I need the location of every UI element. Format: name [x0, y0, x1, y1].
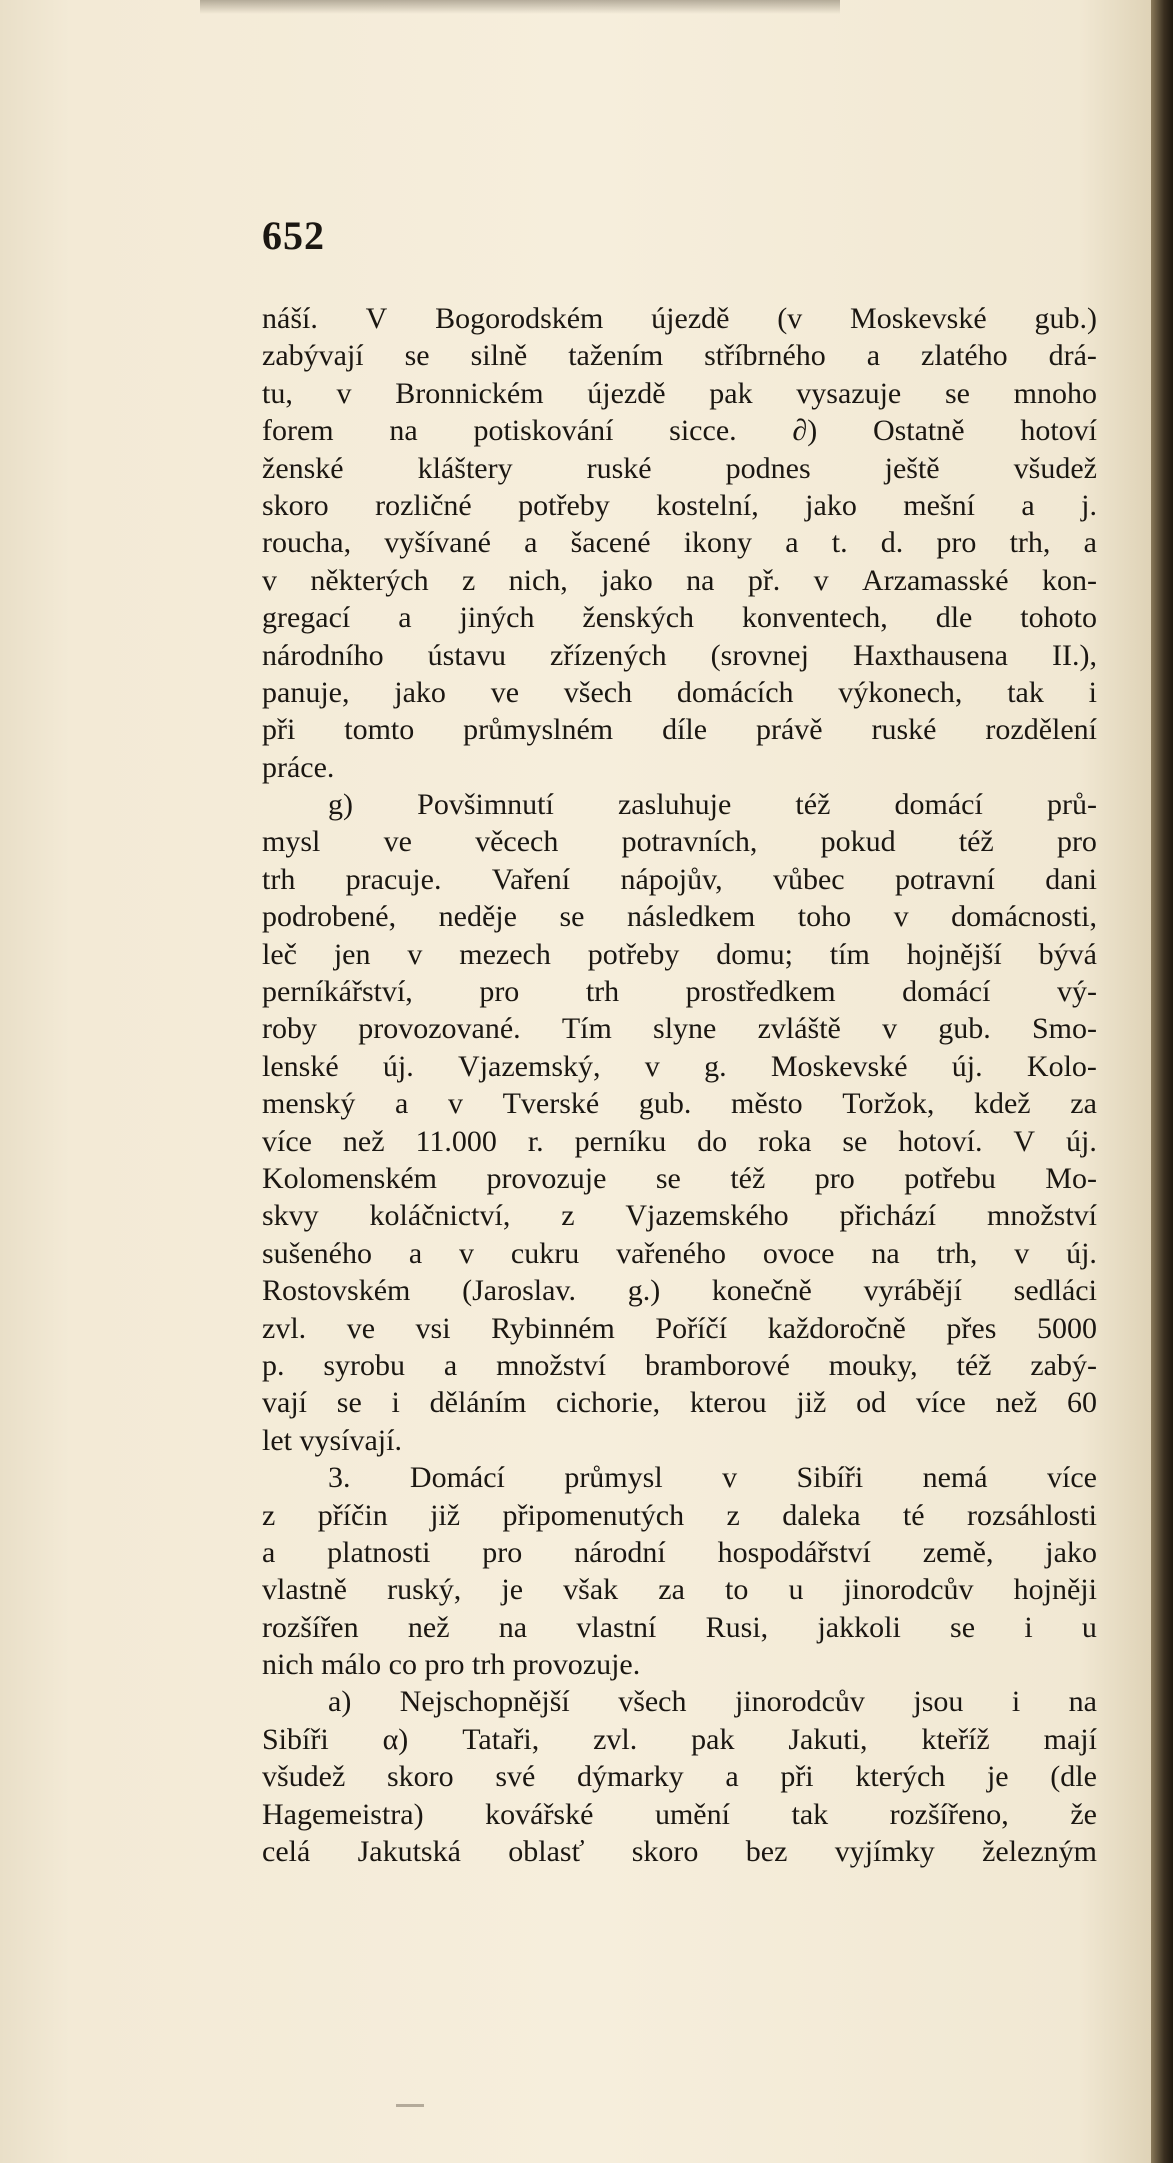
text-line: a) Nejschopnější všech jinorodcův jsou i na [328, 1685, 1097, 1719]
text-line: let vysívají. [262, 1423, 402, 1457]
page-number: 652 [262, 213, 325, 258]
text-line: při tomto průmyslném díle právě ruské rozdělení [262, 713, 1097, 747]
text-line: roby provozované. Tím slyne zvláště v gub. Smo- [262, 1012, 1097, 1046]
text-line: ženské kláštery ruské podnes ještě všudež [262, 451, 1097, 485]
text-line: zvl. ve vsi Rybinném Poříčí každoročně přes 5000 [262, 1311, 1097, 1345]
text-line: forem na potiskování sicce. ∂) Ostatně hotoví [262, 414, 1097, 448]
text-line: 3. Domácí průmysl v Sibíři nemá více [328, 1461, 1097, 1495]
text-line: rozšířen než na vlastní Rusi, jakkoli se i u [262, 1610, 1097, 1644]
text-line: všudež skoro své dýmarky a při kterých je (dle [262, 1760, 1097, 1794]
text-line: menský a v Tverské gub. město Toržok, kdež za [262, 1087, 1097, 1121]
text-line: vlastně ruský, je však za to u jinorodcův hojněji [262, 1573, 1097, 1607]
text-line: mysl ve věcech potravních, pokud též pro [262, 825, 1097, 859]
text-line: g) Povšimnutí zasluhuje též domácí prů- [328, 788, 1097, 822]
body-text [262, 300, 1097, 1870]
text-line: v některých z nich, jako na př. v Arzamasské kon- [262, 563, 1097, 597]
scan-top-edge [200, 0, 840, 14]
text-line: lenské új. Vjazemský, v g. Moskevské új. Kolo- [262, 1049, 1097, 1083]
text-line: práce. [262, 750, 335, 784]
text-line: sušeného a v cukru vařeného ovoce na trh, v új. [262, 1236, 1097, 1270]
text-line: Kolomenském provozuje se též pro potřebu Mo- [262, 1161, 1097, 1195]
scan-mark [396, 2104, 424, 2107]
text-line: vají se i děláním cichorie, kterou již od více než 60 [262, 1386, 1097, 1420]
text-line: náší. V Bogorodském újezdě (v Moskevské gub.) [262, 302, 1097, 335]
text-line: zabývají se silně tažením stříbrného a zlatého drá- [262, 339, 1097, 373]
text-line: perníkářství, pro trh prostředkem domácí vý- [262, 975, 1097, 1009]
text-line: p. syrobu a množství bramborové mouky, též zabý- [262, 1348, 1097, 1382]
text-line: tu, v Bronnickém újezdě pak vysazuje se mnoho [262, 376, 1097, 410]
text-line: Sibíři α) Tataři, zvl. pak Jakuti, kteříž mají [262, 1722, 1097, 1756]
text-line: panuje, jako ve všech domácích výkonech, tak i [262, 675, 1097, 709]
text-line: celá Jakutská oblasť skoro bez vyjímky železným [262, 1835, 1097, 1869]
text-line: Rostovském (Jaroslav. g.) konečně vyrábějí sedláci [262, 1274, 1097, 1308]
text-line: gregací a jiných ženských konventech, dle tohoto [262, 601, 1097, 635]
text-line: podrobené, neděje se následkem toho v domácnosti, [262, 900, 1097, 934]
text-line: trh pracuje. Vaření nápojův, vůbec potravní dani [262, 862, 1097, 896]
text-line: z příčin již připomenutých z daleka té rozsáhlosti [262, 1498, 1097, 1532]
text-line: a platnosti pro národní hospodářství země, jako [262, 1535, 1097, 1569]
text-line: nich málo co pro trh provozuje. [262, 1648, 641, 1682]
book-gutter-edge [1151, 0, 1173, 2163]
text-line: národního ústavu zřízených (srovnej Haxthausena II.), [262, 638, 1097, 672]
text-line: skoro rozličné potřeby kostelní, jako mešní a j. [262, 488, 1097, 522]
text-line: Hagemeistra) kovářské umění tak rozšířeno, že [262, 1797, 1097, 1831]
text-line: roucha, vyšívané a šacené ikony a t. d. pro trh, a [262, 526, 1097, 560]
text-line: více než 11.000 r. perníku do roka se hotoví. V új. [262, 1124, 1097, 1158]
text-line: skvy koláčnictví, z Vjazemského přichází množství [262, 1199, 1097, 1233]
text-line: leč jen v mezech potřeby domu; tím hojnější bývá [262, 937, 1097, 971]
